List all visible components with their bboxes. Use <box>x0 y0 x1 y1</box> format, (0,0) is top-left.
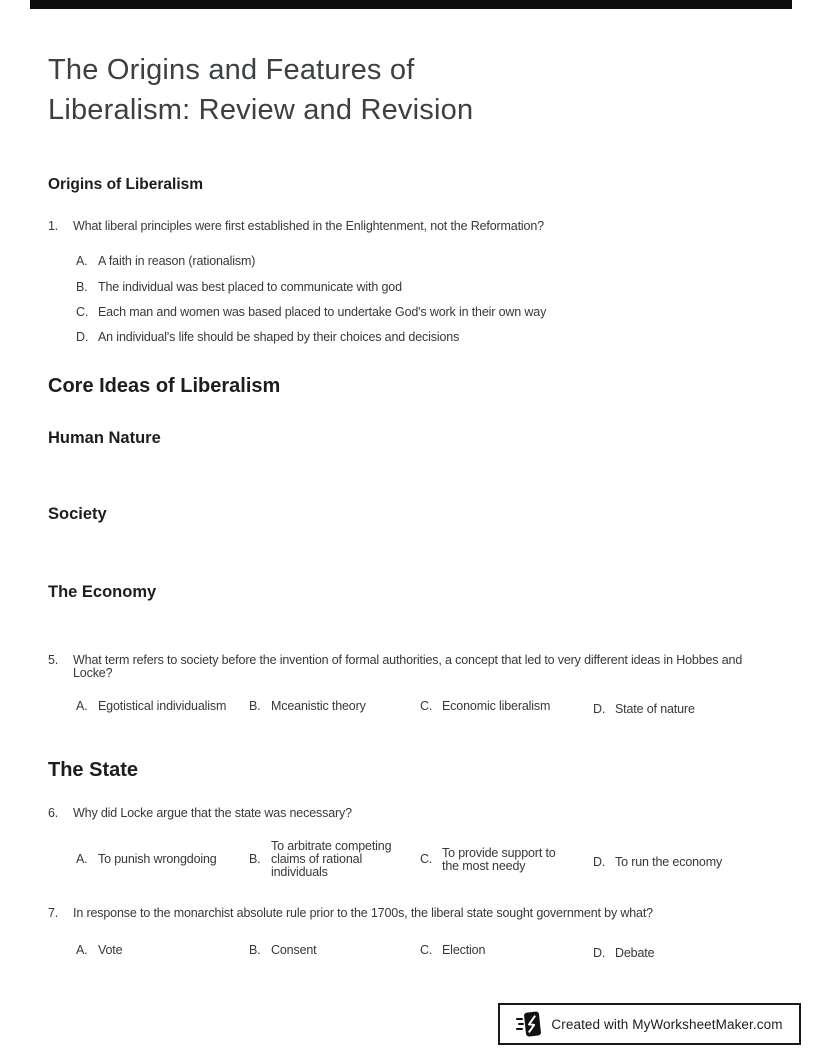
question-6-option-d <box>593 856 776 869</box>
section-heading-society: Society <box>48 505 107 523</box>
option-text: An individual's life should be shaped by their choices and decisions <box>98 330 460 344</box>
question-7-option-a <box>76 944 249 957</box>
question-6-options <box>76 840 776 880</box>
question-1-option-b <box>76 281 402 294</box>
question-1 <box>48 220 544 233</box>
question-1-option-a <box>76 255 255 268</box>
section-heading-human-nature: Human Nature <box>48 429 161 447</box>
question-7-options <box>76 943 776 960</box>
question-6 <box>48 807 352 820</box>
option-letter: B. <box>249 943 261 957</box>
option-letter: A. <box>76 254 88 268</box>
question-number: 7. <box>48 906 59 920</box>
option-text: Vote <box>98 943 123 957</box>
question-number: 6. <box>48 806 59 820</box>
option-letter: D. <box>76 330 89 344</box>
worksheet-title-line2: Liberalism: Review and Revision <box>48 94 474 126</box>
question-text: In response to the monarchist absolute rule prior to the 1700s, the liberal state sought government by what? <box>73 906 653 920</box>
option-text: Each man and women was based placed to undertake God's work in their own way <box>98 305 547 319</box>
question-6-option-a <box>76 853 249 866</box>
option-letter: A. <box>76 852 88 867</box>
option-text: To punish wrongdoing <box>98 852 217 867</box>
option-text: Debate <box>615 946 655 960</box>
option-text: Election <box>442 943 486 957</box>
option-letter: D. <box>593 855 606 870</box>
question-5-option-d <box>593 703 776 716</box>
option-letter: C. <box>76 305 89 319</box>
question-number: 1. <box>48 219 59 233</box>
question-5-option-b <box>249 700 420 713</box>
option-letter: D. <box>593 702 606 716</box>
option-text: Mceanistic theory <box>271 699 366 713</box>
option-text: A faith in reason (rationalism) <box>98 254 256 268</box>
option-letter: C. <box>420 943 433 957</box>
option-letter: C. <box>420 699 433 713</box>
question-5-option-c <box>420 700 593 713</box>
option-text: State of nature <box>615 702 695 716</box>
question-text: Why did Locke argue that the state was necessary? <box>73 806 352 820</box>
option-text: To provide support to the most needy <box>442 845 556 873</box>
question-6-option-b <box>249 840 420 880</box>
footer-credit-box <box>498 1003 801 1045</box>
question-1-option-c <box>76 306 546 319</box>
section-heading-core-ideas: Core Ideas of Liberalism <box>48 375 281 397</box>
option-text: Economic liberalism <box>442 699 551 713</box>
option-text: The individual was best placed to communicate with god <box>98 280 402 294</box>
section-heading-economy: The Economy <box>48 583 157 601</box>
option-letter: B. <box>249 852 261 867</box>
option-text: To arbitrate competing claims of rational individuals <box>271 839 392 880</box>
question-5-option-a <box>76 700 249 713</box>
question-text: What liberal principles were first established in the Enlightenment, not the Reformation? <box>73 219 544 233</box>
question-7-option-b <box>249 944 420 957</box>
option-text: Consent <box>271 943 317 957</box>
option-letter: D. <box>593 946 606 960</box>
question-7-option-c <box>420 944 593 957</box>
option-text: To run the economy <box>615 855 723 870</box>
worksheet-maker-logo-icon <box>516 1010 542 1038</box>
section-heading-state: The State <box>48 759 139 781</box>
worksheet-title-line1: The Origins and Features of <box>48 54 415 86</box>
option-letter: A. <box>76 943 88 957</box>
question-text: What term refers to society before the invention of formal authorities, a concept that led to very different ideas in Hobbes and Locke? <box>73 653 743 681</box>
question-5-options <box>76 699 776 716</box>
top-rule <box>30 0 792 9</box>
question-5 <box>48 654 765 680</box>
question-1-option-d <box>76 331 459 344</box>
option-letter: B. <box>76 280 88 294</box>
section-heading-origins: Origins of Liberalism <box>48 176 204 193</box>
question-number: 5. <box>48 653 59 667</box>
option-letter: A. <box>76 699 88 713</box>
option-text: Egotistical individualism <box>98 699 227 713</box>
question-7 <box>48 907 653 920</box>
option-letter: B. <box>249 699 261 713</box>
option-letter: C. <box>420 852 433 867</box>
footer-credit-text: Created with MyWorksheetMaker.com <box>551 1016 783 1032</box>
question-7-option-d <box>593 947 776 960</box>
worksheet-title <box>48 50 473 130</box>
question-6-option-c <box>420 847 593 873</box>
